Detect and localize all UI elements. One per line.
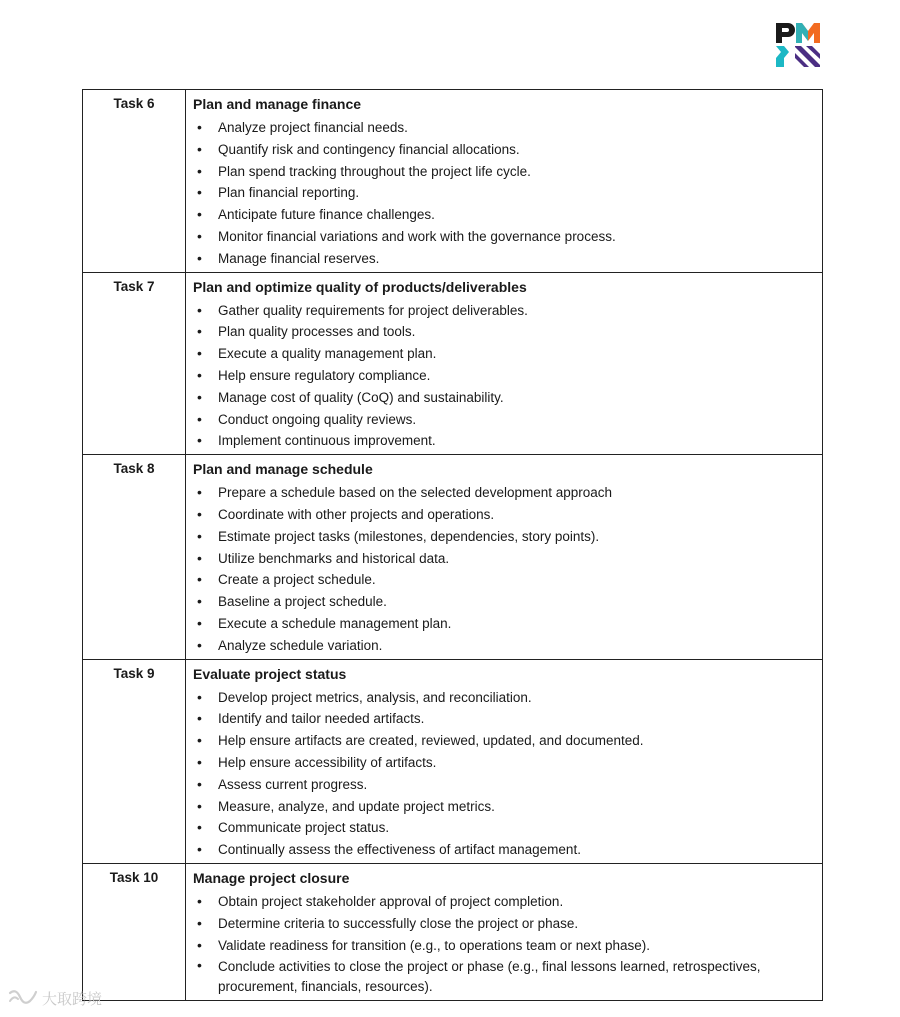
task-label: Task 10 [109,869,159,885]
list-item: • Obtain project stakeholder approval of project completion. [186,891,816,913]
task-bullet-list [186,891,822,1000]
list-item: • Plan financial reporting. [186,182,816,204]
list-item: • Manage cost of quality (CoQ) and sustainability. [186,387,816,409]
task-title: Plan and manage schedule [193,461,373,478]
task-bullet-list [186,117,822,272]
list-item: • Measure, analyze, and update project metrics. [186,796,816,818]
list-item: • Execute a schedule management plan. [186,613,816,635]
task-row [83,272,823,455]
list-item: • Coordinate with other projects and operations. [186,504,816,526]
list-item: • Estimate project tasks (milestones, dependencies, story points). [186,526,816,548]
list-item: • Assess current progress. [186,774,816,796]
list-item: • Anticipate future finance challenges. [186,204,816,226]
watermark [8,988,102,1008]
list-item: • Continually assess the effectiveness of artifact management. [186,839,816,861]
task-table [82,89,823,1001]
list-item: • Identify and tailor needed artifacts. [186,708,816,730]
list-item: • Conduct ongoing quality reviews. [186,409,816,431]
task-label: Task 9 [113,665,155,681]
task-label: Task 8 [113,461,155,477]
list-item: • Develop project metrics, analysis, and reconciliation. [186,687,816,709]
list-item: • Monitor financial variations and work with the governance process. [186,226,816,248]
task-title: Plan and optimize quality of products/deliverables [193,278,527,295]
task-row [83,455,823,659]
list-item: • Utilize benchmarks and historical data. [186,548,816,570]
list-item: • Prepare a schedule based on the selected development approach [186,482,816,504]
list-item: • Analyze schedule variation. [186,635,816,657]
list-item: • Help ensure accessibility of artifacts. [186,752,816,774]
task-label: Task 7 [113,278,155,294]
list-item: • Implement continuous improvement. [186,430,816,452]
task-row [83,90,823,273]
list-item: • Execute a quality management plan. [186,343,816,365]
list-item: • Conclude activities to close the project or phase (e.g., final lessons learned, retrospectives, procurement, financials, resources). [186,956,816,998]
list-item: • Gather quality requirements for project deliverables. [186,300,816,322]
task-bullet-list [186,482,822,658]
list-item: • Help ensure regulatory compliance. [186,365,816,387]
list-item: • Plan spend tracking throughout the project life cycle. [186,161,816,183]
list-item: • Validate readiness for transition (e.g., to operations team or next phase). [186,935,816,957]
list-item: • Determine criteria to successfully close the project or phase. [186,913,816,935]
list-item: • Help ensure artifacts are created, reviewed, updated, and documented. [186,730,816,752]
list-item: • Baseline a project schedule. [186,591,816,613]
list-item: • Manage financial reserves. [186,248,816,270]
task-bullet-list [186,300,822,455]
wechat-channel-icon [8,989,38,1007]
task-bullet-list [186,687,822,863]
list-item: • Quantify risk and contingency financial allocations. [186,139,816,161]
pmi-logo-icon [775,22,821,68]
list-item: • Create a project schedule. [186,569,816,591]
list-item: • Analyze project financial needs. [186,117,816,139]
task-row [83,863,823,1000]
watermark-text: 大取跨境 [42,990,103,1008]
task-title: Evaluate project status [193,665,347,682]
task-label: Task 6 [113,96,155,111]
task-row [83,659,823,863]
list-item: • Communicate project status. [186,817,816,839]
task-title: Plan and manage finance [193,96,362,112]
list-item: • Plan quality processes and tools. [186,321,816,343]
task-title: Manage project closure [193,869,350,886]
